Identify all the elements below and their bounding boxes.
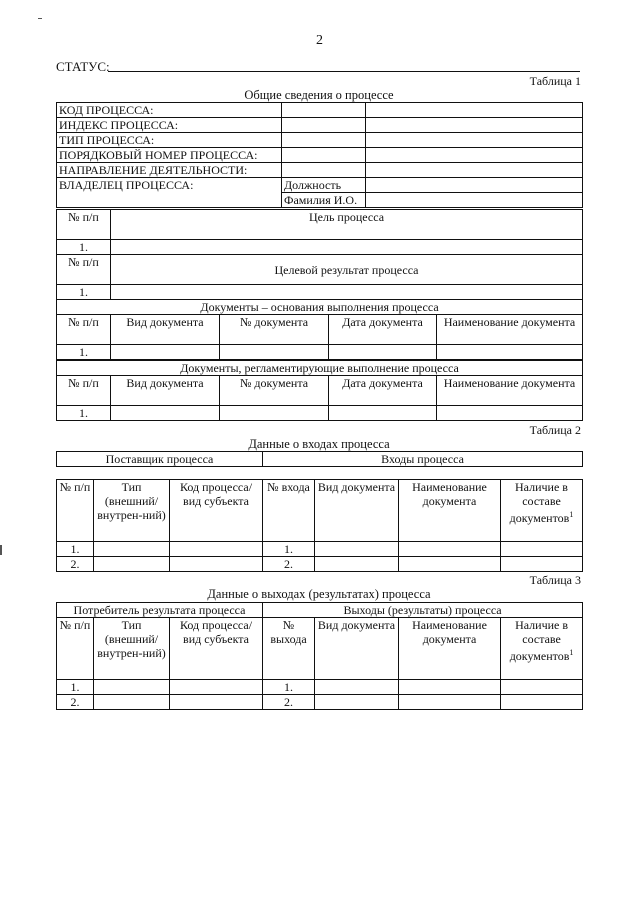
docs-basis-col-number: № документа (220, 315, 329, 345)
outputs-row-2-num: 2. (57, 695, 94, 710)
goal-result-table (56, 209, 583, 300)
activity-direction-field[interactable] (282, 163, 366, 178)
process-index-field-2[interactable] (366, 118, 583, 133)
docs-basis-date-field[interactable] (329, 345, 437, 360)
table1-caption: Таблица 1 (529, 74, 581, 88)
outputs-header: Выходы (результаты) процесса (263, 603, 583, 618)
outputs-col-num: № п/п (57, 618, 94, 680)
outputs-row-1-type[interactable] (94, 680, 170, 695)
inputs-col-type: Тип (внешний/ внутрен-ний) (94, 480, 170, 542)
docs-reg-row-num: 1. (57, 406, 111, 421)
outputs-col-code: Код процесса/ вид субъекта (170, 618, 263, 680)
outputs-col-doc-name: Наименование документа (399, 618, 501, 680)
outputs-footnote-mark: 1 (569, 648, 574, 657)
docs-reg-col-date: Дата документа (329, 376, 437, 406)
table2-caption: Таблица 2 (529, 423, 581, 437)
outputs-col-output-num: № выхода (263, 618, 315, 680)
docs-reg-number-field[interactable] (220, 406, 329, 421)
outputs-col-availability (501, 618, 583, 680)
outputs-col-availability-text: Наличие в составе документов (509, 618, 570, 663)
page-number: 2 (316, 33, 323, 48)
inputs-row-1-num: 1. (57, 542, 94, 557)
outputs-row-1-output-num: 1. (263, 680, 315, 695)
docs-basis-kind-field[interactable] (111, 345, 220, 360)
outputs-row-2-doc-name[interactable] (399, 695, 501, 710)
result-num-header: № п/п (57, 255, 111, 285)
docs-reg-col-number: № документа (220, 376, 329, 406)
process-index-field[interactable] (282, 118, 366, 133)
inputs-row-1-type[interactable] (94, 542, 170, 557)
process-type-field[interactable] (282, 133, 366, 148)
result-field[interactable] (111, 285, 583, 300)
owner-name-label: Фамилия И.О. (282, 193, 366, 208)
inputs-row-1-availability[interactable] (501, 542, 583, 557)
process-code-label: КОД ПРОЦЕССА: (57, 103, 282, 118)
goal-num-header: № п/п (57, 210, 111, 240)
table3-caption: Таблица 3 (529, 573, 581, 587)
inputs-col-availability (501, 480, 583, 542)
docs-basis-number-field[interactable] (220, 345, 329, 360)
inputs-col-doc-kind: Вид документа (315, 480, 399, 542)
status-field-line[interactable] (108, 71, 580, 72)
outputs-row-2-doc-kind[interactable] (315, 695, 399, 710)
docs-basis-table (56, 299, 583, 360)
inputs-footnote-mark: 1 (569, 510, 574, 519)
inputs-row-2-availability[interactable] (501, 557, 583, 572)
activity-direction-field-2[interactable] (366, 163, 583, 178)
inputs-row-2-input-num: 2. (263, 557, 315, 572)
owner-position-label: Должность (282, 178, 366, 193)
table3-title: Данные о выходах (результатах) процесса (207, 587, 431, 601)
docs-basis-col-date: Дата документа (329, 315, 437, 345)
outputs-row-1-num: 1. (57, 680, 94, 695)
goal-header: Цель процесса (111, 210, 583, 240)
docs-reg-date-field[interactable] (329, 406, 437, 421)
inputs-col-doc-name: Наименование документа (399, 480, 501, 542)
general-info-table (56, 102, 583, 208)
outputs-row-2-code[interactable] (170, 695, 263, 710)
inputs-row-2-code[interactable] (170, 557, 263, 572)
owner-name-field[interactable] (366, 193, 583, 208)
inputs-col-code: Код процесса/ вид субъекта (170, 480, 263, 542)
inputs-col-availability-text: Наличие в составе документов (509, 480, 570, 525)
inputs-header-table (56, 451, 583, 467)
inputs-col-num: № п/п (57, 480, 94, 542)
supplier-header: Поставщик процесса (57, 452, 263, 467)
outputs-row-2-type[interactable] (94, 695, 170, 710)
process-owner-label: ВЛАДЕЛЕЦ ПРОЦЕССА: (57, 178, 282, 208)
outputs-col-type: Тип (внешний/ внутрен-ний) (94, 618, 170, 680)
outputs-row-1-doc-kind[interactable] (315, 680, 399, 695)
process-code-field-2[interactable] (366, 103, 583, 118)
docs-basis-row-num: 1. (57, 345, 111, 360)
docs-reg-name-field[interactable] (437, 406, 583, 421)
process-type-label: ТИП ПРОЦЕССА: (57, 133, 282, 148)
inputs-row-1-code[interactable] (170, 542, 263, 557)
result-row-num: 1. (57, 285, 111, 300)
inputs-row-2-num: 2. (57, 557, 94, 572)
inputs-row-2-doc-name[interactable] (399, 557, 501, 572)
inputs-row-1-doc-name[interactable] (399, 542, 501, 557)
process-order-field-2[interactable] (366, 148, 583, 163)
outputs-row-2-output-num: 2. (263, 695, 315, 710)
outputs-row-1-code[interactable] (170, 680, 263, 695)
inputs-row-1-doc-kind[interactable] (315, 542, 399, 557)
result-header: Целевой результат процесса (111, 255, 583, 285)
process-order-label: ПОРЯДКОВЫЙ НОМЕР ПРОЦЕССА: (57, 148, 282, 163)
docs-reg-kind-field[interactable] (111, 406, 220, 421)
inputs-row-1-input-num: 1. (263, 542, 315, 557)
outputs-row-1-doc-name[interactable] (399, 680, 501, 695)
activity-direction-label: НАПРАВЛЕНИЕ ДЕЯТЕЛЬНОСТИ: (57, 163, 282, 178)
docs-basis-name-field[interactable] (437, 345, 583, 360)
docs-regulating-table (56, 360, 583, 421)
docs-reg-col-kind: Вид документа (111, 376, 220, 406)
inputs-row-2-doc-kind[interactable] (315, 557, 399, 572)
goal-field[interactable] (111, 240, 583, 255)
status-label: СТАТУС: (56, 59, 110, 74)
docs-regulating-title: Документы, регламентирующие выполнение процесса (57, 361, 583, 376)
inputs-table (56, 479, 583, 572)
process-index-label: ИНДЕКС ПРОЦЕССА: (57, 118, 282, 133)
scan-mark-top-left (38, 18, 42, 19)
docs-reg-col-num: № п/п (57, 376, 111, 406)
inputs-col-input-num: № входа (263, 480, 315, 542)
goal-row-num: 1. (57, 240, 111, 255)
inputs-header: Входы процесса (263, 452, 583, 467)
process-type-field-2[interactable] (366, 133, 583, 148)
docs-basis-col-name: Наименование документа (437, 315, 583, 345)
table1-title: Общие сведения о процессе (244, 88, 394, 102)
docs-reg-col-name: Наименование документа (437, 376, 583, 406)
docs-basis-col-num: № п/п (57, 315, 111, 345)
outputs-row-1-availability[interactable] (501, 680, 583, 695)
outputs-col-doc-kind: Вид документа (315, 618, 399, 680)
process-code-field[interactable] (282, 103, 366, 118)
outputs-table (56, 602, 583, 710)
scan-mark-left-edge (0, 545, 2, 555)
docs-basis-title: Документы – основания выполнения процесса (57, 300, 583, 315)
consumer-header: Потребитель результата процесса (57, 603, 263, 618)
table2-title: Данные о входах процесса (248, 437, 390, 451)
docs-basis-col-kind: Вид документа (111, 315, 220, 345)
inputs-row-2-type[interactable] (94, 557, 170, 572)
process-order-field[interactable] (282, 148, 366, 163)
owner-position-field[interactable] (366, 178, 583, 193)
outputs-row-2-availability[interactable] (501, 695, 583, 710)
